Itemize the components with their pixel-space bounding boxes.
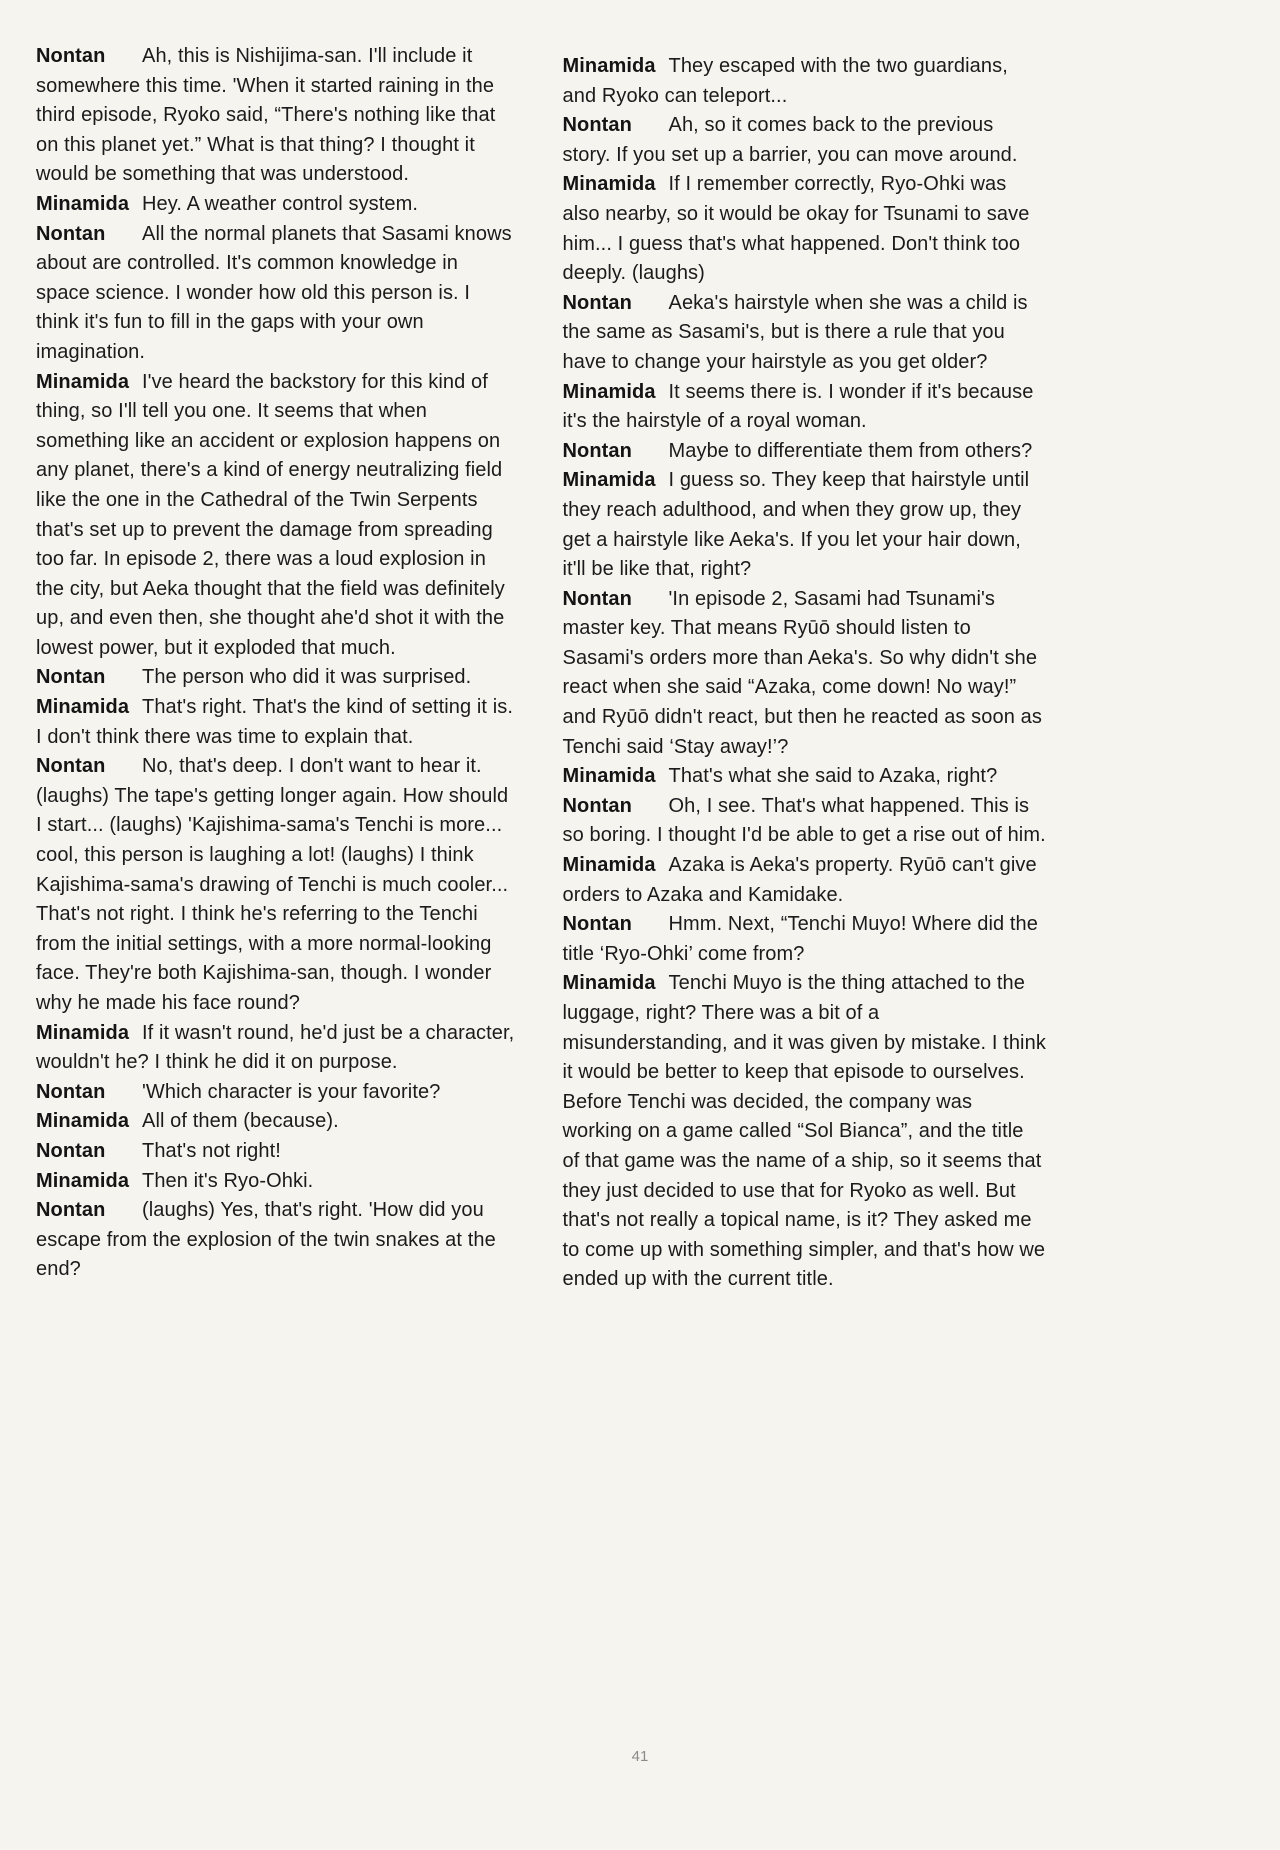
speaker-label: Nontan — [562, 291, 632, 314]
dialogue-entry — [563, 585, 1047, 763]
dialogue-text: If I remember correctly, Ryo-Ohki was also nearby, so it would be okay for Tsunami to save him... I guess that's what happened. Don't think too deeply. (laughs) — [562, 173, 1030, 285]
page-number: 41 — [631, 1748, 649, 1765]
dialogue-text: The person who did it was surprised. — [142, 666, 472, 689]
dialogue-entry — [563, 289, 1047, 378]
dialogue-text: Tenchi Muyo is the thing attached to the luggage, right? There was a bit of a misunderstanding, and it was given by mistake. I think it would be better to keep that episode to ourselves. Before Tenchi was decided, the company was working on a game called “Sol Bianca”, and the title of that game was the name of a ship, so it seems that they just decided to use that for Ryoko as well. But that's not really a topical name, is it? They asked me to come up with something simpler, and that's how we ended up with the current title. — [562, 972, 1046, 1291]
dialogue-entry — [36, 42, 517, 190]
dialogue-entry — [563, 466, 1047, 584]
dialogue-text: That's not right! — [142, 1139, 281, 1162]
speaker-label: Nontan — [562, 439, 632, 462]
speaker-label: Nontan — [36, 222, 106, 245]
speaker-label: Nontan — [36, 1080, 106, 1103]
speaker-label: Minamida — [562, 469, 656, 492]
dialogue-entry — [36, 220, 517, 368]
dialogue-entry — [563, 762, 1047, 792]
speaker-label: Nontan — [36, 1139, 106, 1162]
dialogue-text: Then it's Ryo-Ohki. — [142, 1169, 314, 1192]
speaker-label: Minamida — [562, 55, 656, 77]
speaker-label: Nontan — [562, 913, 632, 936]
dialogue-text: 'In episode 2, Sasami had Tsunami's master key. That means Ryūō should listen to Sasami's orders more than Aeka's. So why didn't she react when she said “Azaka, come down! No way!” and Ryūō didn't react, but then he reacted as soon as Tenchi said ‘Stay away!’? — [562, 587, 1042, 758]
text-column-right — [563, 42, 1047, 1295]
dialogue-entry — [36, 1196, 517, 1285]
dialogue-entry — [36, 1019, 517, 1078]
dialogue-text: All the normal planets that Sasami knows about are controlled. It's common knowledge in space science. I wonder how old this person is. I think it's fun to fill in the gaps with your own imagination. — [36, 222, 512, 363]
speaker-label: Minamida — [562, 765, 656, 788]
speaker-label: Nontan — [562, 114, 632, 137]
dialogue-entry — [563, 969, 1047, 1295]
dialogue-text: Oh, I see. That's what happened. This is so boring. I thought I'd be able to get a rise out of him. — [562, 794, 1046, 847]
dialogue-text: They escaped with the two guardians, and Ryoko can teleport... — [562, 55, 1008, 107]
speaker-label: Nontan — [36, 45, 106, 67]
dialogue-entry — [563, 910, 1047, 969]
dialogue-entry — [36, 663, 517, 693]
dialogue-entry — [36, 693, 517, 752]
speaker-label: Minamida — [36, 1110, 130, 1133]
dialogue-text: Hmm. Next, “Tenchi Muyo! Where did the title ‘Ryo-Ohki’ come from? — [562, 913, 1038, 965]
document-page — [36, 42, 1046, 1295]
speaker-label: Minamida — [562, 173, 656, 196]
dialogue-entry — [36, 1167, 517, 1197]
dialogue-entry — [563, 170, 1047, 288]
speaker-label: Nontan — [36, 755, 106, 778]
dialogue-entry — [563, 437, 1047, 467]
speaker-label: Nontan — [562, 794, 632, 817]
dialogue-text: Hey. A weather control system. — [142, 192, 419, 215]
speaker-label: Nontan — [36, 1199, 106, 1222]
speaker-label: Minamida — [36, 696, 130, 719]
speaker-label: Minamida — [562, 972, 656, 995]
dialogue-text: 'Which character is your favorite? — [142, 1080, 441, 1103]
dialogue-entry — [563, 111, 1047, 170]
dialogue-entry — [36, 1078, 517, 1108]
dialogue-text: No, that's deep. I don't want to hear it. (laughs) The tape's getting longer again. How should I start... (laughs) 'Kajishima-sama's Tenchi is more... cool, this person is laughing a lot! (laughs) I think Kajishima-sama's drawing of Tenchi is much cooler... That's not right. I think he's referring to the Tenchi from the initial settings, with a more normal-looking face. They're both Kajishima-san, though. I wonder why he made his face round? — [36, 755, 509, 1014]
dialogue-entry — [36, 190, 517, 220]
dialogue-entry — [36, 752, 517, 1018]
dialogue-text: Maybe to differentiate them from others? — [668, 439, 1033, 462]
speaker-label: Minamida — [36, 192, 130, 215]
dialogue-text: That's right. That's the kind of setting it is. I don't think there was time to explain that. — [36, 696, 514, 748]
speaker-label: Minamida — [36, 1169, 130, 1192]
dialogue-entry — [563, 378, 1047, 437]
dialogue-text: If it wasn't round, he'd just be a character, wouldn't he? I think he did it on purpose. — [36, 1021, 515, 1074]
dialogue-text: I guess so. They keep that hairstyle until they reach adulthood, and when they grow up, they get a hairstyle like Aeka's. If you let your hair down, it'll be like that, right? — [562, 469, 1030, 581]
dialogue-text: All of them (because). — [142, 1110, 339, 1133]
dialogue-text: That's what she said to Azaka, right? — [668, 765, 998, 788]
speaker-label: Nontan — [36, 666, 106, 689]
speaker-label: Minamida — [36, 1021, 130, 1044]
speaker-label: Minamida — [562, 380, 656, 403]
dialogue-entry — [36, 368, 517, 664]
speaker-label: Nontan — [562, 587, 632, 610]
dialogue-text: (laughs) Yes, that's right. 'How did you escape from the explosion of the twin snakes at the end? — [36, 1199, 496, 1281]
dialogue-entry — [36, 1137, 517, 1167]
text-column-left — [36, 42, 517, 1295]
dialogue-text: Ah, so it comes back to the previous story. If you set up a barrier, you can move around. — [562, 114, 1018, 166]
dialogue-entry — [563, 52, 1047, 111]
dialogue-entry — [563, 851, 1047, 910]
dialogue-text: It seems there is. I wonder if it's because it's the hairstyle of a royal woman. — [562, 380, 1034, 433]
dialogue-text: Ah, this is Nishijima-san. I'll include it somewhere this time. 'When it started raining in the third episode, Ryoko said, “There's nothing like that on this planet yet.” What is that thing? I thought it would be something that was understood. — [36, 45, 496, 186]
dialogue-text: Azaka is Aeka's property. Ryūō can't give orders to Azaka and Kamidake. — [562, 854, 1037, 906]
dialogue-entry — [36, 1107, 517, 1137]
speaker-label: Minamida — [36, 370, 130, 393]
dialogue-entry — [563, 792, 1047, 851]
speaker-label: Minamida — [562, 854, 656, 877]
dialogue-text: I've heard the backstory for this kind of thing, so I'll tell you one. It seems that when something like an accident or explosion happens on any planet, there's a kind of energy neutralizing field like the one in the Cathedral of the Twin Serpents that's set up to prevent the damage from spreading too far. In episode 2, there was a loud explosion in the city, but Aeka thought that the field was definitely up, and even then, she thought ahe'd shot it with the lowest power, but it exploded that much. — [36, 370, 505, 659]
dialogue-text: Aeka's hairstyle when she was a child is the same as Sasami's, but is there a rule that you have to change your hairstyle as you get older? — [562, 291, 1028, 373]
